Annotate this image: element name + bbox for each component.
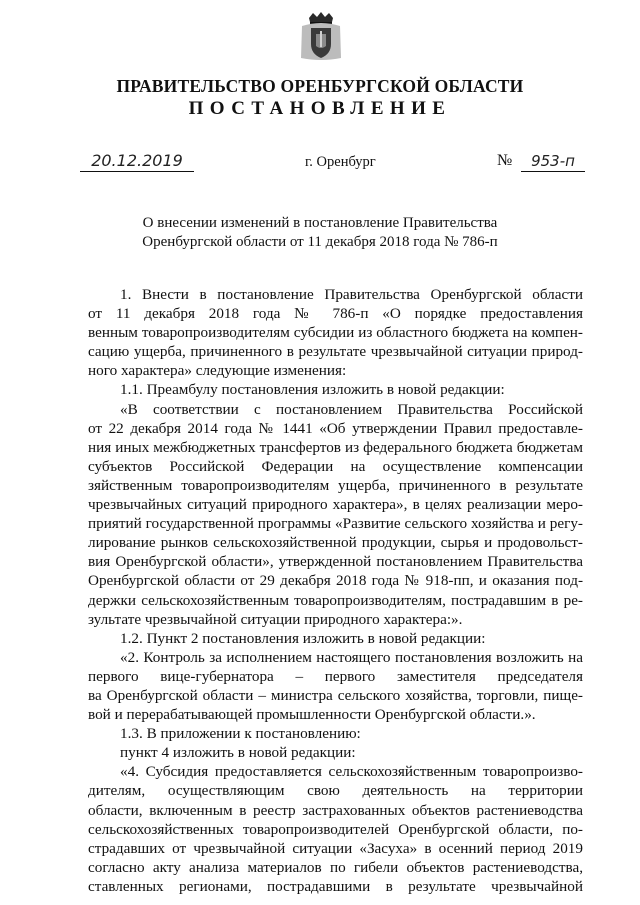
- body-line: вой и перерабатывающей промышленности Оренбургской области.».: [88, 706, 536, 724]
- body-line: «4. Субсидия предоставляется сельскохозяйственным товаропроизво-: [120, 763, 583, 781]
- body-line: «В соответствии с постановлением Правительства Российской: [120, 400, 583, 418]
- body-line: 1.2. Пункт 2 постановления изложить в новой редакции:: [120, 629, 486, 647]
- body-line: ставленных регионами, пострадавшими в результате чрезвычайной: [88, 877, 583, 895]
- document-type-title: ПОСТАНОВЛЕНИЕ: [188, 98, 452, 119]
- organization-title: ПРАВИТЕЛЬСТВО ОРЕНБУРГСКОЙ ОБЛАСТИ: [116, 76, 524, 96]
- body-line: «2. Контроль за исполнением настоящего постановления возложить на: [120, 648, 583, 666]
- decree-body: [88, 285, 583, 896]
- body-line: сельскохозяйственных товаропроизводителей Оренбургской области, по-: [88, 820, 583, 838]
- subject-line: Оренбургской области от 11 декабря 2018 года № 786-п: [142, 234, 498, 250]
- body-line: 1.3. В приложении к постановлению:: [120, 725, 361, 743]
- body-line: приятий государственной программы «Развитие сельского хозяйства и регу-: [88, 515, 583, 533]
- body-line: лирование рынков сельскохозяйственной продукции, сырья и продовольст-: [88, 534, 583, 552]
- body-line: от 11 декабря 2018 года № 786-п «О порядке предоставления: [88, 305, 583, 323]
- body-line: области, включенным в реестр застрахованных объектов растениеводства: [88, 801, 583, 819]
- decree-subject: [0, 214, 640, 252]
- body-line: пункт 4 изложить в новой редакции:: [120, 744, 356, 762]
- subject-line: О внесении изменений в постановление Правительства: [142, 215, 498, 231]
- body-line: дителям, осуществляющим свою деятельность на территории: [88, 782, 583, 800]
- coat-of-arms-icon: [299, 12, 343, 62]
- body-line: зяйственным товаропроизводителям ущерба, причиненного в результате: [88, 476, 583, 494]
- body-line: 1.1. Преамбулу постановления изложить в новой редакции:: [120, 381, 505, 399]
- body-line: ного характера» следующие изменения:: [88, 362, 347, 380]
- body-line: Оренбургской области от 29 декабря 2018 года № 918-пп, и оказания под-: [88, 572, 583, 590]
- body-line: зультате чрезвычайной ситуации природного характера:».: [88, 610, 463, 628]
- body-line: сацию ущерба, причиненного в результате чрезвычайной ситуации природ-: [88, 343, 583, 361]
- body-line: вия Оренбургской области», утвержденной постановлением Правительства: [88, 553, 583, 571]
- body-line: ния иных межбюджетных трансфертов из федерального бюджета бюджетам: [88, 438, 583, 456]
- decree-number: 953-п: [521, 151, 585, 172]
- body-line: чрезвычайных ситуаций природного характера», в целях реализации меро-: [88, 496, 583, 514]
- decree-number-label: №: [497, 152, 513, 169]
- body-line: от 22 декабря 2014 года № 1441 «Об утверждении Правил предоставле-: [88, 419, 583, 437]
- decree-date: 20.12.2019: [80, 151, 194, 172]
- body-line: 1. Внести в постановление Правительства Оренбургской области: [120, 286, 583, 303]
- decree-city: г. Оренбург: [305, 154, 376, 170]
- body-line: первого вице-губернатора – первого заместителя председателя: [88, 667, 583, 685]
- body-line: страдавших от чрезвычайной ситуации «Засуха» в осенний период 2019: [88, 839, 583, 857]
- body-line: венным товаропроизводителям субсидии из областного бюджета на компен-: [88, 324, 583, 342]
- body-line: ва Оренбургской области – министра сельского хозяйства, торговли, пище-: [88, 686, 583, 704]
- body-line: согласно акту анализа материалов по гибели объектов растениеводства,: [88, 858, 583, 876]
- body-line: держки сельскохозяйственным товаропроизводителям, пострадавшим в ре-: [88, 591, 583, 609]
- body-line: субъектов Российской Федерации на осуществление компенсации: [88, 457, 583, 475]
